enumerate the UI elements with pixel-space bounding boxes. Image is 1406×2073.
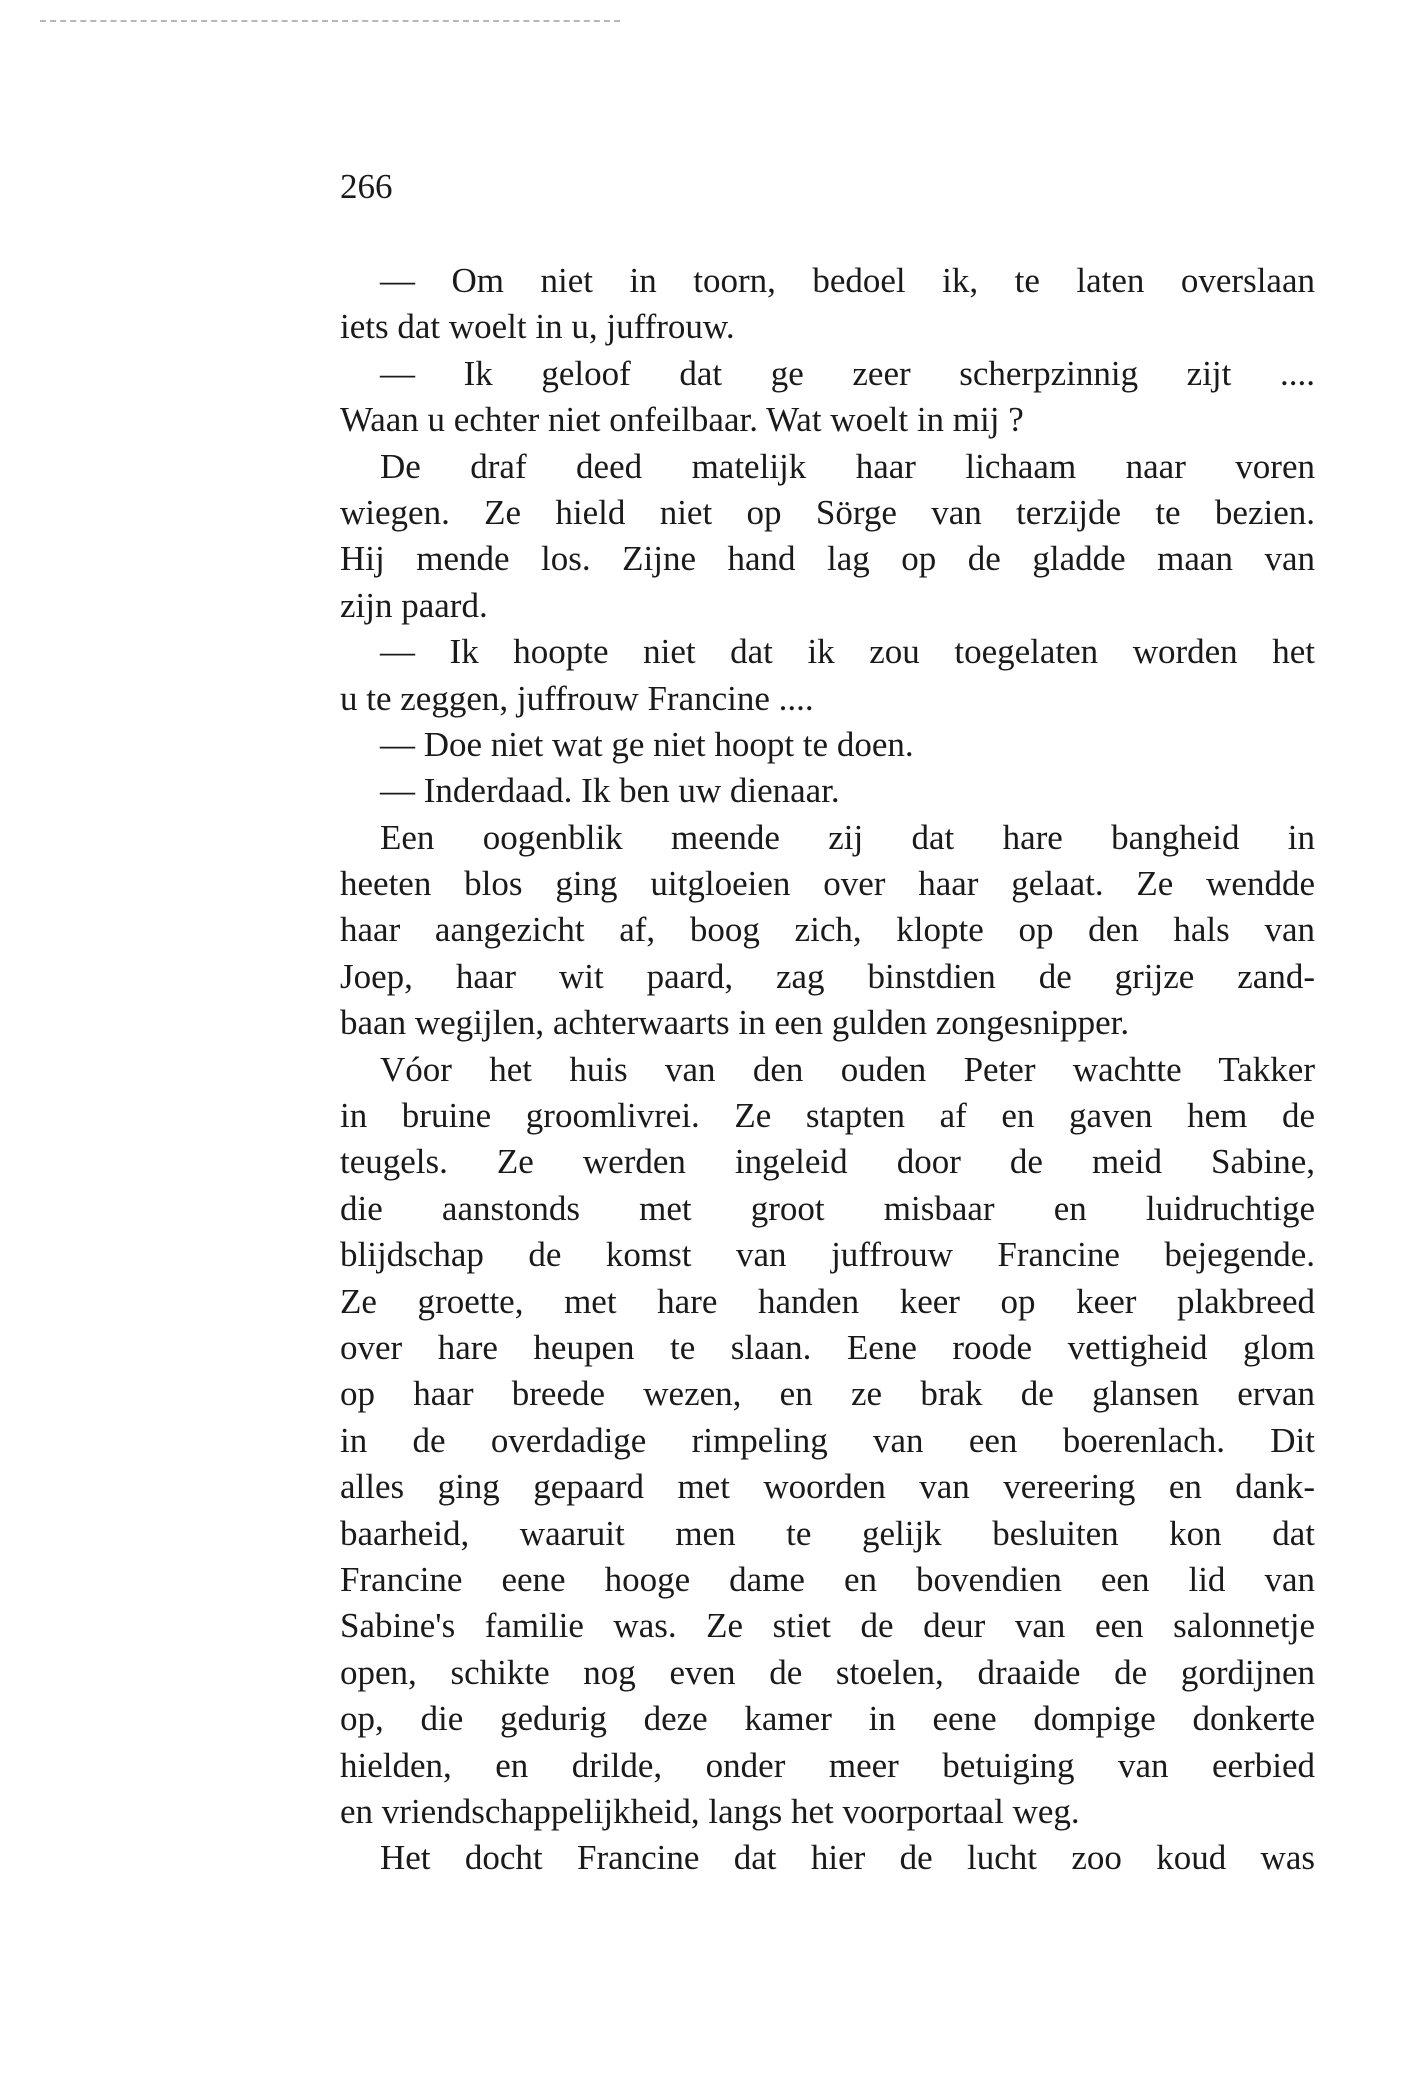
text-line: Ze groette, met hare handen keer op keer plakbreed bbox=[340, 1281, 1315, 1321]
text-line: — Om niet in toorn, bedoel ik, te laten overslaan bbox=[380, 261, 1315, 300]
text-line: Sabine's familie was. Ze stiet de deur van een salonnetje bbox=[340, 1606, 1315, 1646]
text-line: — Inderdaad. Ik ben uw dienaar. bbox=[380, 771, 840, 811]
text-line: hielden, en drilde, onder meer betuiging van eerbied bbox=[340, 1745, 1315, 1785]
text-line: u te zeggen, juffrouw Francine .... bbox=[340, 678, 814, 718]
page-number: 266 bbox=[340, 167, 393, 206]
text-line: Francine eene hooge dame en bovendien een lid van bbox=[340, 1559, 1315, 1599]
text-line: open, schikte nog even de stoelen, draaide de gordijnen bbox=[340, 1652, 1315, 1692]
text-line: Hij mende los. Zijne hand lag op de gladde maan van bbox=[340, 539, 1315, 579]
text-line: Een oogenblik meende zij dat hare bangheid in bbox=[380, 817, 1315, 857]
body-text bbox=[340, 258, 1315, 1882]
text-line: en vriendschappelijkheid, langs het voorportaal weg. bbox=[340, 1791, 1080, 1831]
text-line: Vóor het huis van den ouden Peter wachtte Takker bbox=[380, 1049, 1315, 1089]
text-line: haar aangezicht af, boog zich, klopte op den hals van bbox=[340, 910, 1315, 950]
text-line: heeten blos ging uitgloeien over haar gelaat. Ze wendde bbox=[340, 864, 1315, 904]
text-line: over hare heupen te slaan. Eene roode vettigheid glom bbox=[340, 1327, 1315, 1367]
text-line: iets dat woelt in u, juffrouw. bbox=[340, 307, 735, 347]
scan-edge-line bbox=[40, 20, 620, 22]
text-line: Joep, haar wit paard, zag binstdien de grijze zand- bbox=[340, 956, 1315, 996]
text-line: — Ik hoopte niet dat ik zou toegelaten worden het bbox=[380, 632, 1315, 672]
text-line: — Doe niet wat ge niet hoopt te doen. bbox=[380, 724, 914, 764]
text-line: — Ik geloof dat ge zeer scherpzinnig zijt .... bbox=[380, 353, 1315, 393]
text-line: Het docht Francine dat hier de lucht zoo koud was bbox=[380, 1838, 1315, 1878]
text-line: zijn paard. bbox=[340, 585, 488, 625]
text-line: alles ging gepaard met woorden van vereering en dank- bbox=[340, 1467, 1315, 1507]
text-line: Waan u echter niet onfeilbaar. Wat woelt in mij ? bbox=[340, 400, 1024, 440]
text-line: blijdschap de komst van juffrouw Francine bejegende. bbox=[340, 1235, 1315, 1275]
text-line: die aanstonds met groot misbaar en luidruchtige bbox=[340, 1188, 1315, 1228]
text-line: wiegen. Ze hield niet op Sörge van terzijde te bezien. bbox=[340, 492, 1315, 532]
text-line: teugels. Ze werden ingeleid door de meid Sabine, bbox=[340, 1142, 1315, 1182]
text-line: in bruine groomlivrei. Ze stapten af en gaven hem de bbox=[340, 1096, 1315, 1136]
text-line: op, die gedurig deze kamer in eene dompige donkerte bbox=[340, 1699, 1315, 1739]
text-line: De draf deed matelijk haar lichaam naar voren bbox=[380, 446, 1315, 486]
text-line: baarheid, waaruit men te gelijk besluiten kon dat bbox=[340, 1513, 1315, 1553]
text-line: op haar breede wezen, en ze brak de glansen ervan bbox=[340, 1374, 1315, 1414]
text-line: in de overdadige rimpeling van een boerenlach. Dit bbox=[340, 1420, 1315, 1460]
text-line: baan wegijlen, achterwaarts in een gulden zongesnipper. bbox=[340, 1003, 1130, 1043]
